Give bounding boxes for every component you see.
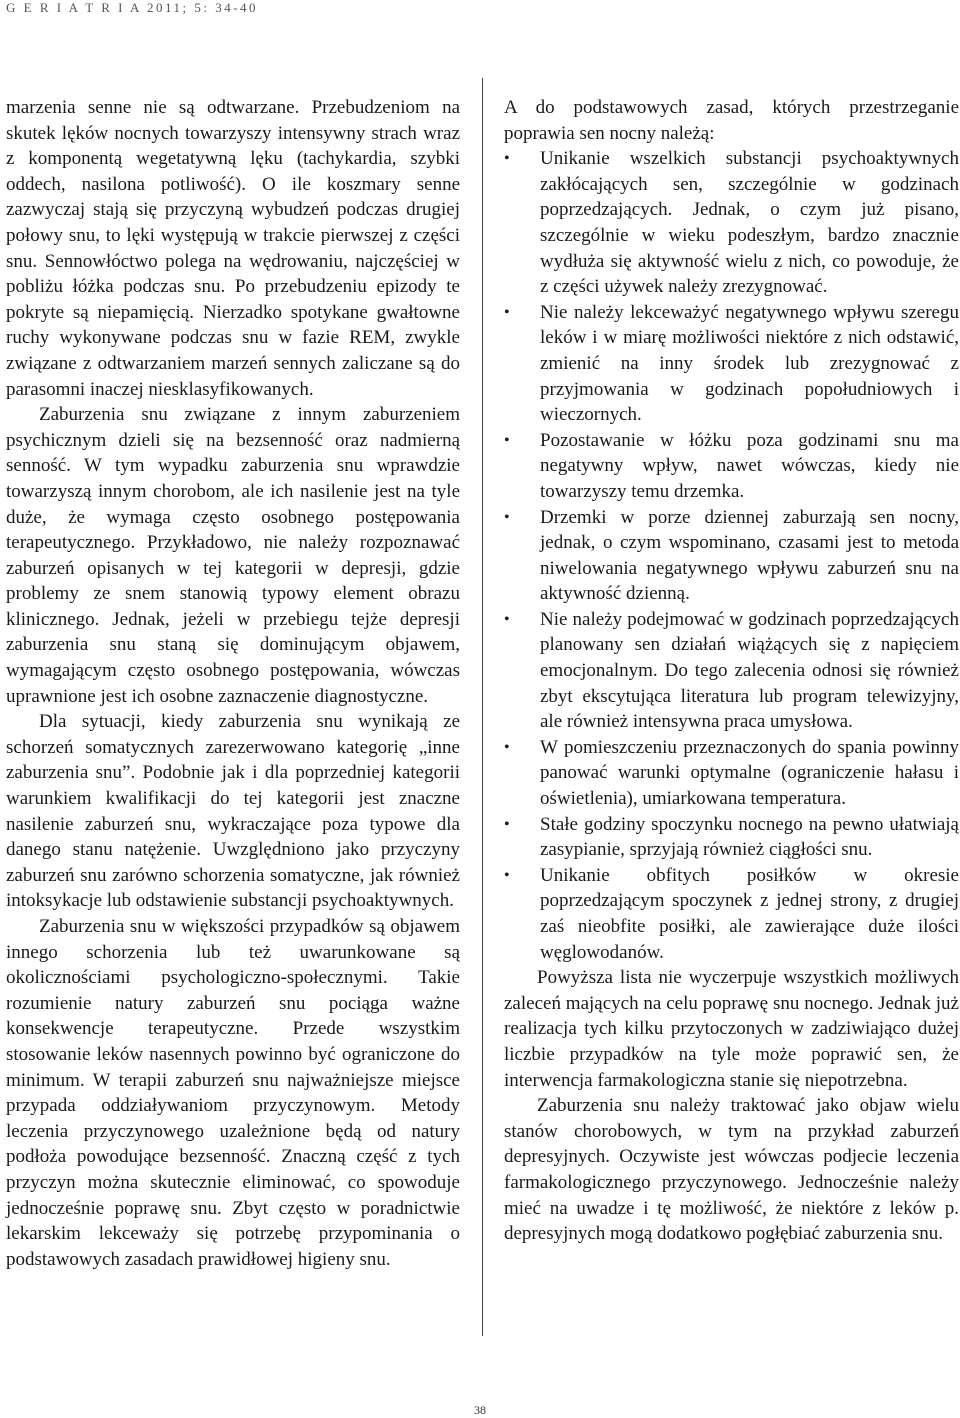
list-intro: A do podstawowych zasad, których przestrzeganie poprawia sen nocny należą: bbox=[504, 97, 959, 144]
paragraph: Zaburzenia snu związane z innym zaburzeniem psychicznym dzieli się na bezsenność oraz nadmierną senność. W tym wypadku zaburzenia snu wprawdzie towarzyszą innym chorobom, ale ich nasilenie jest na tyle duże, że wymaga często osobnego postępowania terapeutycznego. Przykładowo, nie należy rozpoznawać zaburzeń opisanych w tej kategorii w depresji, gdzie problemy ze snem stanowią typowy element obrazu klinicznego. Jednak, jeżeli w przebiegu tejże depresji zaburzenia snu staną się dominującym objawem, wymagającym często osobnego postępowania, wówczas uprawnione jest ich osobne zaznaczenie diagnostyczne. bbox=[6, 404, 460, 707]
list-item bbox=[504, 607, 959, 735]
bullet-icon: • bbox=[504, 815, 510, 833]
paragraph: Zaburzenia snu w większości przypadków są objawem innego schorzenia lub też uwarunkowane są okolicznościami psychologiczno-społecznymi. Takie rozumienie natury zaburzeń snu pociąga ważne konsekwencje terapeutyczne. Przede wszystkim stosowanie leków nasennych powinno być ograniczone do minimum. W terapii zaburzeń snu najważniejsze miejsce przypada oddziaływaniom przyczynowym. Metody leczenia przyczynowego uzależnione będą od natury podłoża powodujące bezsenność. Znaczną część z tych przyczyn można skutecznie eliminować, co spowoduje jednocześnie poprawę snu. Zbyt często w poradnictwie lekarskim lekceważy się potrzebę przypominania o podstawowych zasadach prawidłowej higieny snu. bbox=[6, 916, 460, 1270]
column-divider bbox=[482, 78, 483, 1336]
list-item-text: W pomieszczeniu przeznaczonych do spania powinny panować warunki optymalne (ograniczenie hałasu i oświetlenia), umiarkowana temperatura. bbox=[540, 736, 959, 810]
list-item-text: Stałe godziny spoczynku nocnego na pewno ułatwiają zasypianie, sprzyjają również ciągłości snu. bbox=[540, 813, 959, 861]
running-header: G E R I A T R I A 2011; 5: 34-40 bbox=[6, 0, 259, 15]
paragraph: Dla sytuacji, kiedy zaburzenia snu wynikają ze schorzeń somatycznych zarezerwowano kategorię „inne zaburzenia snu”. Podobnie jak i dla poprzedniej kategorii warunkiem kwalifikacji do tej kategorii jest znaczne nasilenie zaburzeń snu, wykraczające poza typowe dla danego stanu natężenie. Uwzględniono jako przyczyny zaburzeń snu zarówno schorzenia somatyczne, jak również intoksykacje lub odstawienie substancji psychoaktywnych. bbox=[6, 711, 460, 912]
list-item-text: Pozostawanie w łóżku poza godzinami snu ma negatywny wpływ, nawet wówczas, kiedy nie towarzyszy temu drzemka. bbox=[540, 429, 959, 502]
list-item-text: Drzemki w porze dziennej zaburzają sen nocny, jednak, o czym wspominano, czasami jest to metoda niwelowania negatywnego wpływu zaburzeń snu na aktywność dzienną. bbox=[540, 506, 959, 605]
list-item bbox=[504, 735, 959, 812]
list-item-text: Nie należy podejmować w godzinach poprzedzających planowany sen działań wiążących się z napięciem emocjonalnym. Do tego zalecenia odnosi się również zbyt ekscytująca literatura lub program telewizyjny, ale również intensywna praca umysłowa. bbox=[540, 608, 959, 733]
right-column bbox=[504, 95, 959, 1247]
left-column bbox=[6, 95, 460, 1272]
bullet-icon: • bbox=[504, 303, 510, 321]
bullet-icon: • bbox=[504, 150, 510, 168]
list-item bbox=[504, 428, 959, 505]
list-item-text: Nie należy lekceważyć negatywnego wpływu szeregu leków i w miarę możliwości niektóre z nich odstawić, zmienić na inny środek lub zrezygnować z przyjmowania w godzinach popołudniowych i wieczornych. bbox=[540, 301, 959, 426]
list-item bbox=[504, 812, 959, 863]
list-item bbox=[504, 146, 959, 300]
paragraph: marzenia senne nie są odtwarzane. Przebudzeniom na skutek lęków nocnych towarzyszy intensywny strach wraz z komponentą wegetatywną lęku (tachykardia, szybki oddech, nasilona potliwość). O ile koszmary senne zazwyczaj stają się przyczyną wybudzeń podczas drugiej połowy snu, to lęki występują w trakcie pierwszej z części snu. Sennowłóctwo polega na wędrowaniu, najczęściej w pobliżu łóżka podczas snu. Po przebudzeniu epizody te pokryte są niepamięcią. Nierzadko spotykane gwałtowne ruchy wykonywane podczas snu w fazie REM, zwykle związane z odtwarzaniem marzeń sennych zaliczane są do parasomni inaczej niesklasyfikowanych. bbox=[6, 97, 460, 400]
list-item-text: Unikanie wszelkich substancji psychoaktywnych zakłócających sen, szczególnie w godzinach poprzedzających. Jednak, o czym już pisano, szczególnie w wieku podeszłym, bardzo znacznie wydłuża się aktywność wielu z nich, co powoduje, że z części używek należy zrezygnować. bbox=[540, 148, 959, 298]
bullet-icon: • bbox=[504, 866, 510, 884]
list-item bbox=[504, 505, 959, 607]
list-item-text: Unikanie obfitych posiłków w okresie poprzedzającym spoczynek z jednej strony, z drugiej zaś nieobfite posiłki, ale zawierające duże ilości węglowodanów. bbox=[540, 864, 959, 963]
page-number: 38 bbox=[474, 1403, 486, 1417]
bullet-icon: • bbox=[504, 508, 510, 526]
bullet-icon: • bbox=[504, 738, 510, 756]
hygiene-rules-list bbox=[504, 146, 959, 965]
list-item bbox=[504, 863, 959, 965]
bullet-icon: • bbox=[504, 610, 510, 628]
bullet-icon: • bbox=[504, 431, 510, 449]
paragraph: Powyższa lista nie wyczerpuje wszystkich możliwych zaleceń mających na celu poprawę snu nocnego. Jednak już realizacja tych kilku przytoczonych w zadziwiająco dużej liczbie przypadków na tyle może poprawić sen, że interwencja farmakologiczna stanie się niepotrzebna. bbox=[504, 967, 959, 1091]
list-item bbox=[504, 300, 959, 428]
paragraph: Zaburzenia snu należy traktować jako objaw wielu stanów chorobowych, w tym na przykład zaburzeń depresyjnych. Oczywiste jest wówczas podjecie leczenia farmakologicznego przyczynowego. Jednocześnie należy mieć na uwadze i tę możliwość, że niektóre z leków p. depresyjnych mogą dodatkowo pogłębiać zaburzenia snu. bbox=[504, 1095, 959, 1245]
